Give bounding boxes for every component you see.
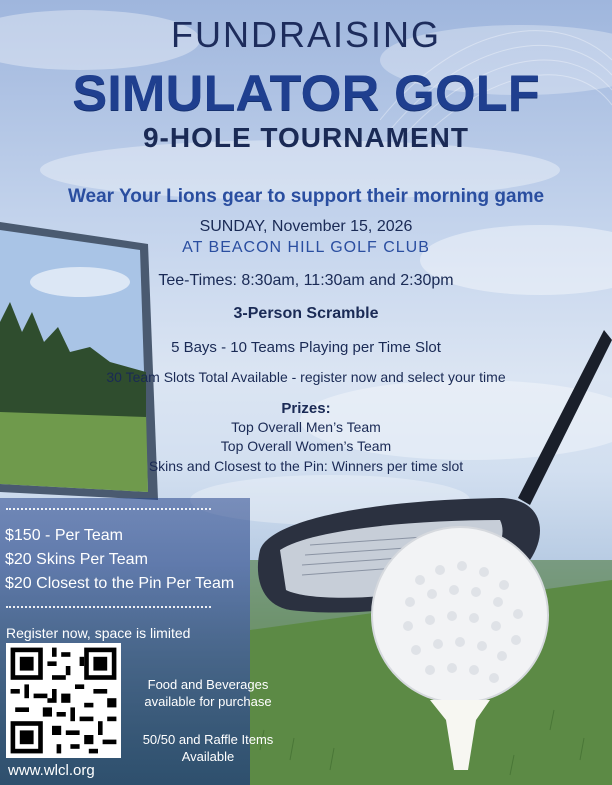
bays-info: 5 Bays - 10 Teams Playing per Time Slot <box>171 339 441 356</box>
event-format: 3-Person Scramble <box>233 305 379 322</box>
title-tournament: 9-HOLE TOURNAMENT <box>142 122 470 153</box>
event-venue: AT BEACON HILL GOLF CLUB <box>182 239 430 256</box>
tee-times: Tee-Times: 8:30am, 11:30am and 2:30pm <box>158 272 454 289</box>
price-closest-pin: $20 Closest to the Pin Per Team <box>5 575 235 592</box>
register-note: Register now, space is limited <box>6 625 191 641</box>
prize-item: Top Overall Men’s Team <box>231 419 381 435</box>
divider <box>6 606 211 608</box>
tagline: Wear Your Lions gear to support their morning game <box>67 186 545 207</box>
food-line: available for purchase <box>144 694 272 709</box>
event-date: SUNDAY, November 15, 2026 <box>199 218 413 235</box>
raffle-info <box>138 731 278 765</box>
website-link[interactable]: www.wlcl.org <box>8 762 95 779</box>
food-line: Food and Beverages <box>147 677 269 692</box>
food-info <box>138 676 278 710</box>
title-fundraising: FUNDRAISING <box>170 14 441 55</box>
price-skins: $20 Skins Per Team <box>5 551 148 568</box>
raffle-line: Available <box>181 749 235 764</box>
prizes-heading: Prizes: <box>281 400 331 417</box>
price-team: $150 - Per Team <box>5 527 123 544</box>
prize-item: Top Overall Women’s Team <box>220 438 392 454</box>
prize-item: Skins and Closest to the Pin: Winners per time slot <box>148 458 464 474</box>
golf-club-and-ball <box>250 330 612 785</box>
slots-info: 30 Team Slots Total Available - register now and select your time <box>106 369 506 385</box>
raffle-line: 50/50 and Raffle Items <box>142 732 274 747</box>
divider <box>6 508 211 510</box>
title-simulator-golf: SIMULATOR GOLF <box>72 65 540 121</box>
qr-code[interactable] <box>6 643 121 758</box>
